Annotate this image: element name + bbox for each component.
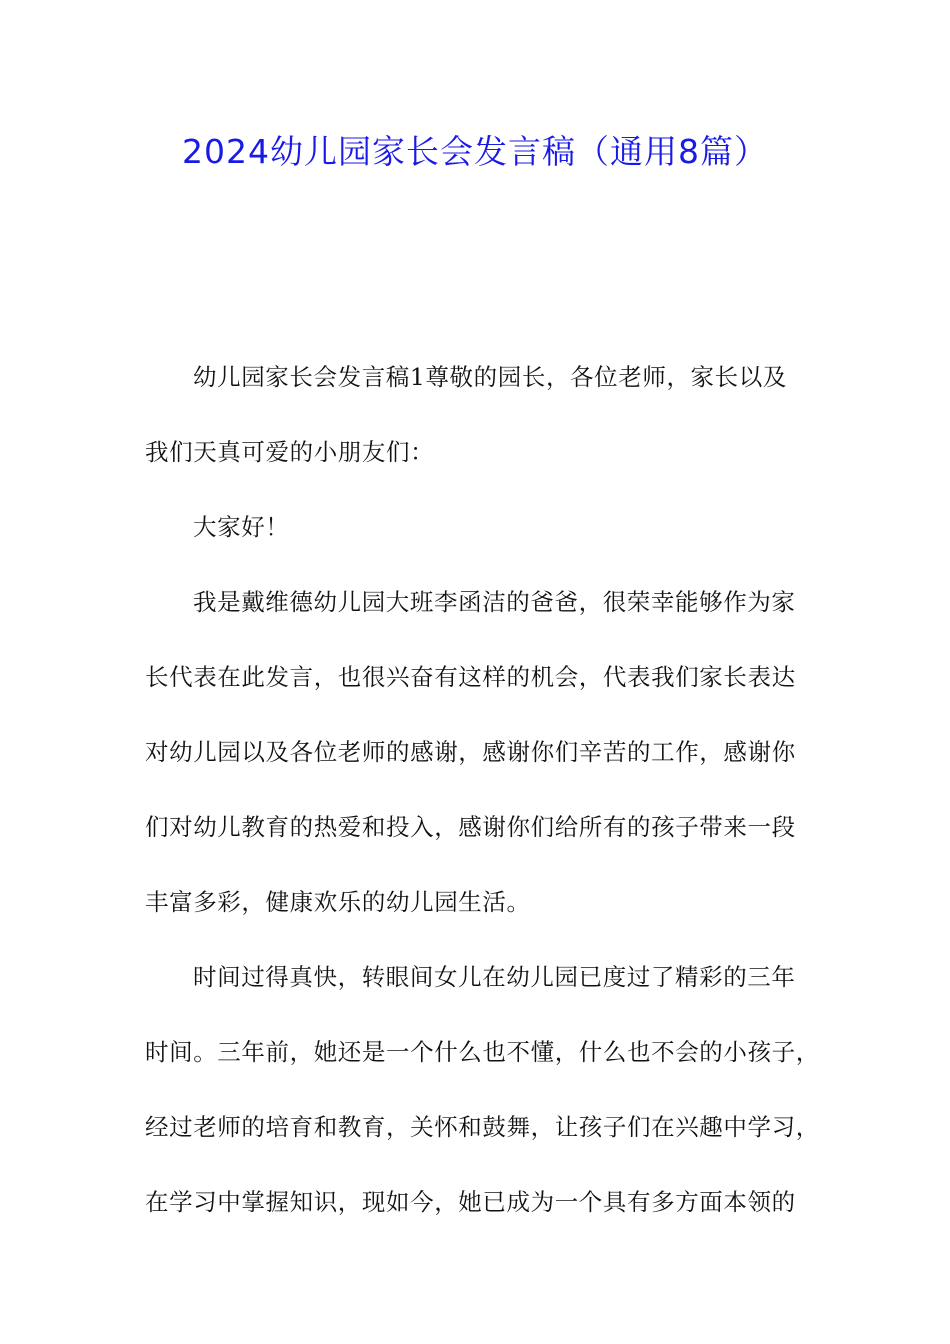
document-body bbox=[145, 340, 820, 1240]
paragraph-line: 在学习中掌握知识，现如今，她已成为一个具有多方面本领的 bbox=[145, 1188, 796, 1216]
paragraph-line: 对幼儿园以及各位老师的感谢，感谢你们辛苦的工作，感谢你 bbox=[145, 738, 796, 766]
document-title: 2024幼儿园家长会发言稿（通用8篇） bbox=[182, 132, 768, 171]
paragraph-line: 长代表在此发言，也很兴奋有这样的机会，代表我们家长表达 bbox=[145, 663, 796, 691]
paragraph-line: 我是戴维德幼儿园大班李函洁的爸爸，很荣幸能够作为家 bbox=[193, 588, 796, 616]
paragraph-line: 们对幼儿教育的热爱和投入，感谢你们给所有的孩子带来一段 bbox=[145, 813, 796, 841]
paragraph-line: 时间。三年前，她还是一个什么也不懂，什么也不会的小孩子， bbox=[145, 1038, 820, 1066]
paragraph-line: 我们天真可爱的小朋友们： bbox=[145, 438, 435, 466]
paragraph-line: 丰富多彩，健康欢乐的幼儿园生活。 bbox=[145, 888, 531, 916]
paragraph-line: 经过老师的培育和教育，关怀和鼓舞，让孩子们在兴趣中学习， bbox=[145, 1113, 820, 1141]
paragraph-line: 时间过得真快，转眼间女儿在幼儿园已度过了精彩的三年 bbox=[193, 963, 796, 991]
paragraph-line: 幼儿园家长会发言稿1尊敬的园长，各位老师，家长以及 bbox=[193, 363, 787, 391]
paragraph-line: 大家好！ bbox=[193, 513, 290, 541]
